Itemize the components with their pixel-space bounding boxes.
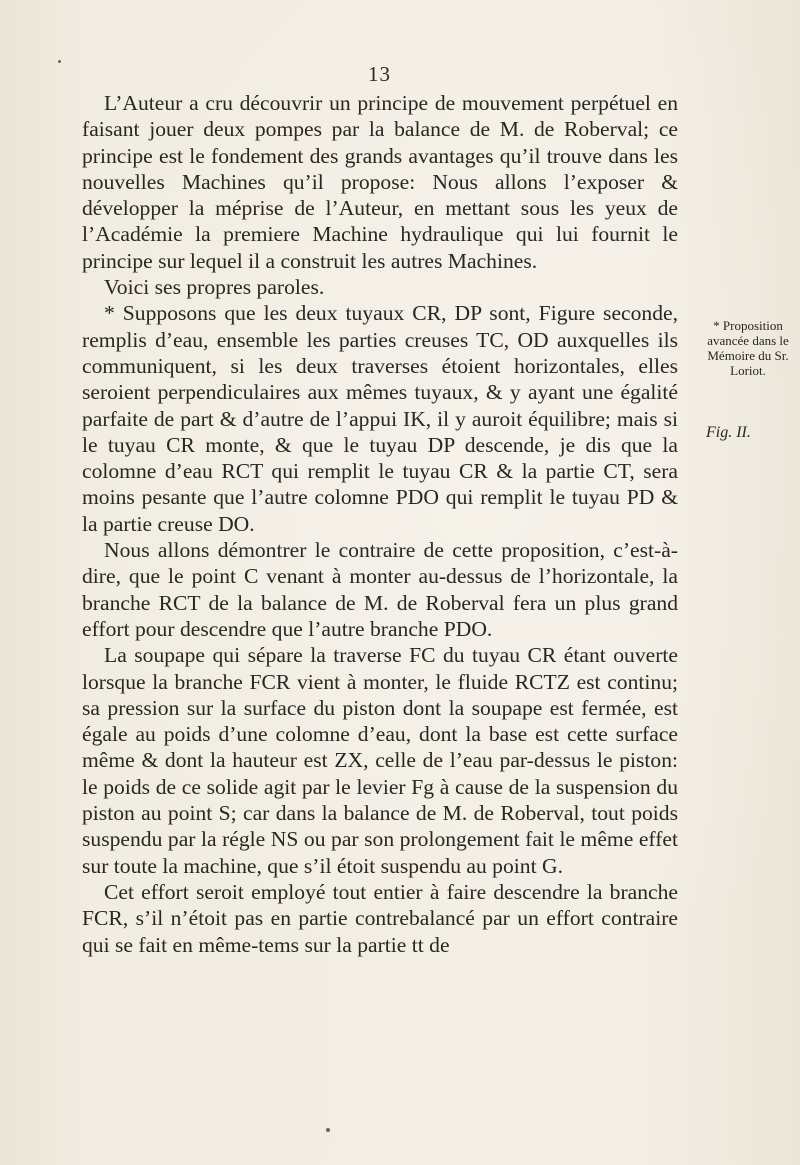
paper-speck — [58, 60, 61, 63]
margin-note-figure: Fig. II. — [706, 424, 751, 441]
margin-note-proposition: * Proposition avancée dans le Mémoire du Sr. Loriot. — [707, 318, 789, 378]
paragraph-1: L’Auteur a cru découvrir un principe de mouvement perpétuel en faisant jouer deux pompes par la balance de M. de Roberval; ce principe est le fondement des grands avantages qu’il trouve dans les nouvelles Machines qu’il propose: Nous allons l’exposer & développer la méprise de l’Auteur, en mettant sous les yeux de l’Académie la premiere Machine hydraulique qui lui fournit le principe sur lequel il a construit les autres Machines. — [82, 91, 678, 273]
body-text — [82, 90, 678, 958]
paragraph-3: * Supposons que les deux tuyaux CR, DP sont, Figure seconde, remplis d’eau, ensemble les parties creuses TC, OD auxquelles ils communiquent, si les deux traverses étoient horizontales, elles seroient perpendiculaires aux mêmes tuyaux, & y ayant une égalité parfaite de part & d’autre de l’appui IK, il y auroit équilibre; mais si le tuyau CR monte, & que le tuyau DP descende, je dis que la colomne d’eau RCT qui remplit le tuyau CR & la partie CT, sera moins pesante que l’autre colomne PDO qui remplit le tuyau PD & la partie creuse DO. — [82, 301, 678, 536]
paragraph-5: La soupape qui sépare la traverse FC du tuyau CR étant ouverte lorsque la branche FCR vient à monter, le fluide RCTZ est continu; sa pression sur la surface du piston dont la soupape est fermée, est égale au poids d’une colomne d’eau, dont la base est cette surface même & dont la hauteur est ZX, celle de l’eau par-dessus le piston: le poids de ce solide agit par le levier Fg à cause de la suspension du piston au point S; car dans la balance de M. de Roberval, tout poids suspendu par la régle NS ou par son prolongement fait le même effet sur toute la machine, que s’il étoit suspendu au point G. — [82, 643, 678, 878]
paper-speck — [326, 1128, 330, 1132]
paragraph-2: Voici ses propres paroles. — [104, 275, 325, 300]
paragraph-6: Cet effort seroit employé tout entier à faire descendre la branche FCR, s’il n’étoit pas en partie contrebalancé par un effort contraire qui se fait en même-tems sur la partie tt de — [82, 879, 678, 957]
page-number: 13 — [368, 62, 391, 86]
paragraph-4: Nous allons démontrer le contraire de cette proposition, c’est-à-dire, que le point C venant à monter au-dessus de l’horizontale, la branche RCT de la balance de M. de Roberval fera un plus grand effort pour descendre que l’autre branche PDO. — [82, 538, 678, 641]
